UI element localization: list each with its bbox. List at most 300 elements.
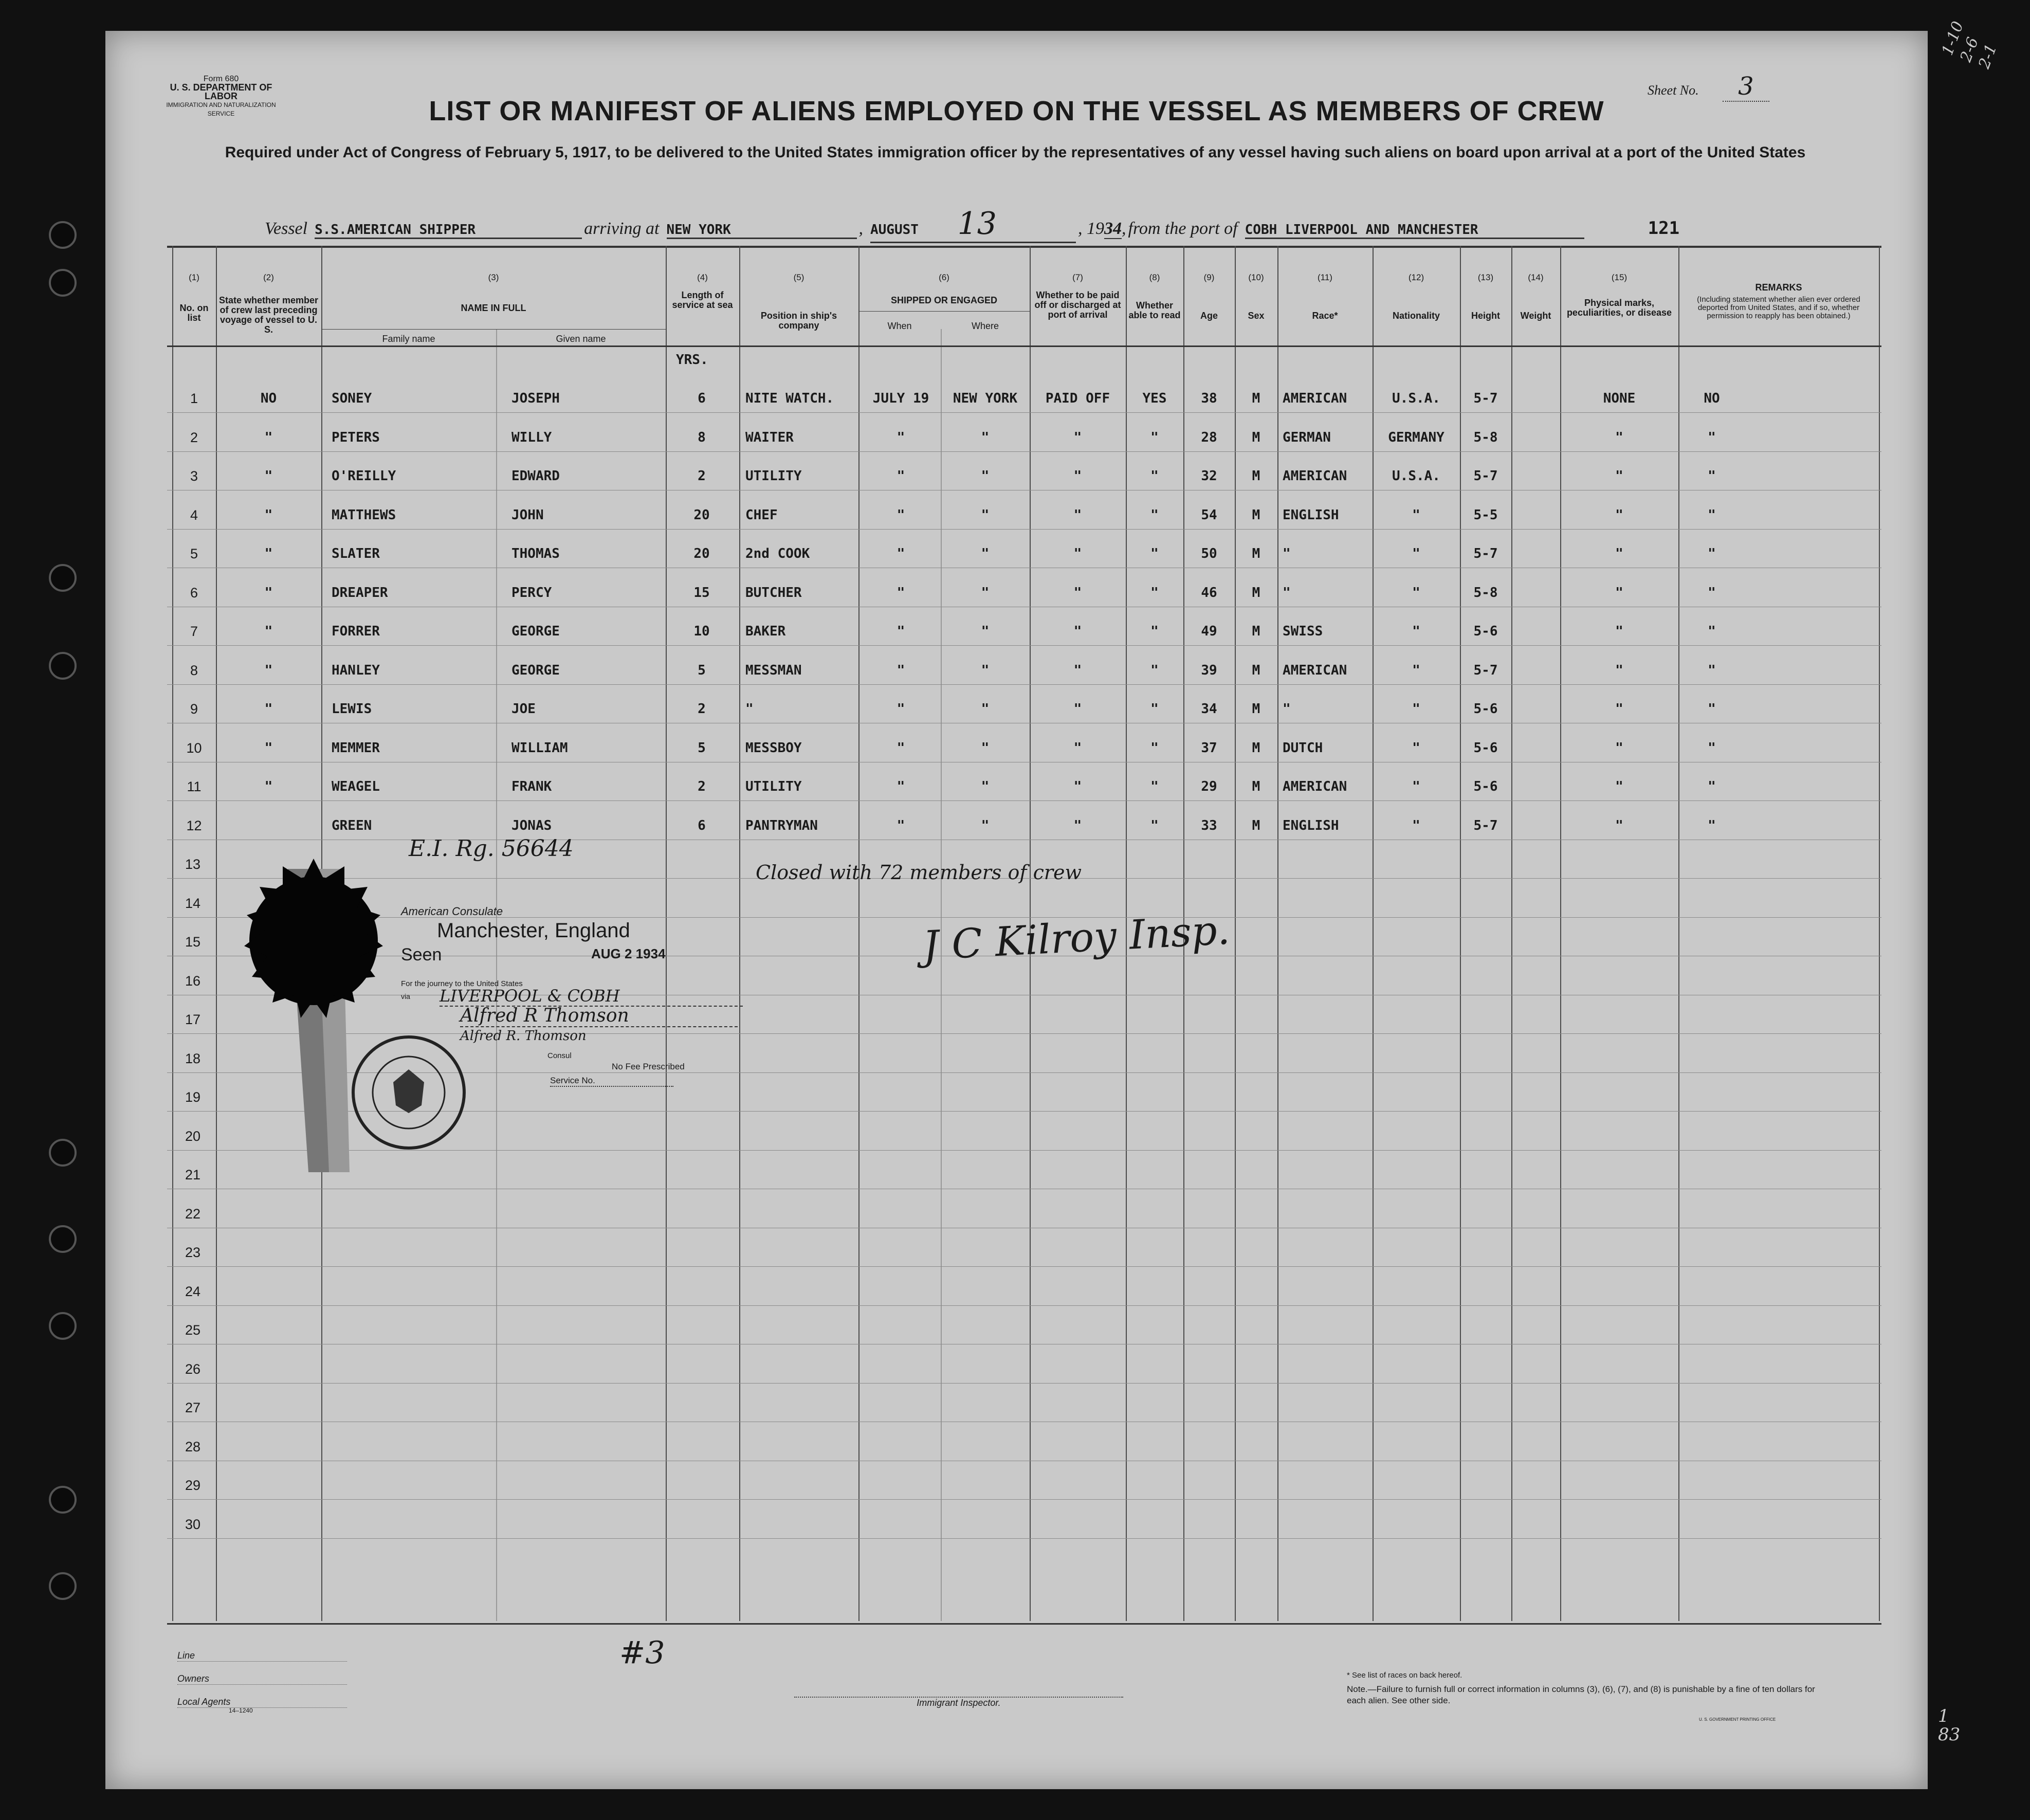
cell-paid: " [1073, 662, 1082, 678]
cell-height: 5-7 [1473, 391, 1498, 406]
cell-no: 9 [190, 701, 198, 717]
cell-remarks: " [1708, 701, 1716, 717]
arrival-date: AUGUST 13 [870, 206, 1076, 243]
cell-given: GEORGE [511, 662, 560, 678]
cell-service: 20 [693, 507, 710, 523]
row-rule [167, 1266, 1881, 1267]
sheet-number: Sheet No. 3 [1648, 72, 1769, 101]
cell-sex: M [1252, 740, 1260, 756]
cell-paid: " [1073, 740, 1082, 756]
cell-remarks: " [1708, 468, 1716, 484]
cell-sex: M [1252, 585, 1260, 600]
empty-row-number: 20 [185, 1128, 201, 1144]
empty-row-number: 15 [185, 934, 201, 950]
form-identifier: Form 680 U. S. DEPARTMENT OF LABOR IMMIGRATION AND NATURALIZATION SERVICE [166, 75, 276, 117]
empty-row-number: 14 [185, 895, 201, 911]
cell-when: JULY 19 [872, 391, 929, 406]
column-header-position: Position in ship's company [760, 311, 837, 331]
cell-race: AMERICAN [1283, 779, 1347, 794]
cell-where: " [981, 585, 990, 600]
cell-when: " [897, 701, 905, 717]
cell-no: 8 [190, 662, 198, 678]
cell-no: 6 [190, 585, 198, 600]
column-header-remarks: REMARKS [1755, 282, 1802, 293]
cell-race: AMERICAN [1283, 391, 1347, 406]
cell-age: 29 [1201, 779, 1217, 794]
cell-nationality: " [1412, 507, 1420, 523]
row-rule [167, 412, 1881, 413]
cell-age: 50 [1201, 546, 1217, 561]
column-number: (13) [1477, 272, 1494, 282]
cell-read: " [1150, 662, 1159, 678]
cell-remarks: " [1708, 546, 1716, 561]
cell-no: 11 [187, 779, 202, 794]
cell-sex: M [1252, 662, 1260, 678]
cell-prev: " [264, 779, 273, 794]
cell-position: PANTRYMAN [745, 817, 818, 833]
column-header-name: NAME IN FULL [461, 303, 526, 313]
cell-remarks: " [1708, 429, 1716, 445]
cell-marks: " [1615, 429, 1623, 445]
column-header-given-name: Given name [556, 334, 606, 344]
cell-height: 5-7 [1473, 468, 1498, 484]
cell-age: 34 [1201, 701, 1217, 717]
empty-row-number: 29 [185, 1478, 201, 1493]
cell-prev: " [264, 740, 273, 756]
cell-height: 5-6 [1473, 701, 1498, 717]
cell-service: 5 [698, 662, 706, 678]
column-header-able-to-read: Whether able to read [1128, 300, 1181, 320]
column-number: (14) [1528, 272, 1544, 282]
cell-sex: M [1252, 546, 1260, 561]
cell-prev: " [264, 624, 273, 639]
cell-service: 8 [698, 429, 706, 445]
cell-service: 2 [698, 468, 706, 484]
column-header-height: Height [1471, 311, 1500, 321]
cell-race: DUTCH [1283, 740, 1323, 756]
cell-sex: M [1252, 429, 1260, 445]
stamp-date: AUG 2 1934 [591, 946, 666, 961]
cell-age: 49 [1201, 624, 1217, 639]
footer-owners: Owners [177, 1673, 347, 1685]
column-number: (5) [793, 272, 804, 282]
cell-family: WEAGEL [332, 779, 380, 794]
cell-age: 28 [1201, 429, 1217, 445]
cell-family: LEWIS [332, 701, 372, 717]
cell-age: 32 [1201, 468, 1217, 484]
empty-row-number: 24 [185, 1283, 201, 1299]
cell-where: " [981, 662, 990, 678]
column-header-race: Race* [1312, 311, 1338, 321]
cell-marks: " [1615, 779, 1623, 794]
cell-when: " [897, 624, 905, 639]
footer-local-agents: Local Agents [177, 1697, 347, 1708]
stamp-city: Manchester, England [437, 919, 630, 942]
cell-remarks: " [1708, 779, 1716, 794]
stamp-via-label: via [401, 992, 410, 1000]
cell-height: 5-7 [1473, 662, 1498, 678]
cell-no: 7 [190, 624, 198, 639]
column-number: (12) [1408, 272, 1424, 282]
cell-family: PETERS [332, 429, 380, 445]
cell-when: " [897, 507, 905, 523]
footer-inspector-line: Immigrant Inspector. [794, 1697, 1123, 1708]
cell-family: SONEY [332, 391, 372, 406]
cell-family: GREEN [332, 817, 372, 833]
column-header-age: Age [1200, 311, 1218, 321]
cell-service: 2 [698, 701, 706, 717]
cell-service: 20 [693, 546, 710, 561]
cell-age: 46 [1201, 585, 1217, 600]
column-number: (1) [189, 272, 199, 282]
cell-paid: " [1073, 779, 1082, 794]
cell-where: " [981, 429, 990, 445]
cell-nationality: " [1412, 662, 1420, 678]
cell-given: JONAS [511, 817, 552, 833]
cell-marks: NONE [1603, 391, 1636, 406]
cell-remarks: " [1708, 817, 1716, 833]
cell-read: " [1150, 468, 1159, 484]
margin-note-top: 1-10 2-6 2-1 [1938, 19, 2001, 71]
stamp-consul: Consul [547, 1051, 572, 1060]
consulate-seal [350, 1033, 468, 1152]
stamp-journey: For the journey to the United States [401, 979, 523, 988]
cell-read: " [1150, 740, 1159, 756]
cell-position: 2nd COOK [745, 546, 810, 561]
cell-family: O'REILLY [332, 468, 396, 484]
empty-row-number: 27 [185, 1400, 201, 1415]
cell-height: 5-6 [1473, 624, 1498, 639]
empty-row-number: 18 [185, 1050, 201, 1066]
cell-no: 10 [186, 740, 202, 756]
cell-read: " [1150, 624, 1159, 639]
cell-marks: " [1615, 546, 1623, 561]
column-header-physical-marks: Physical marks, peculiarities, or disease [1566, 298, 1672, 318]
page-number: 121 [1648, 218, 1680, 239]
cell-given: JOE [511, 701, 536, 717]
cell-nationality: " [1412, 779, 1420, 794]
cell-age: 38 [1201, 391, 1217, 406]
cell-race: SWISS [1283, 624, 1323, 639]
column-header-number: No. on list [179, 303, 209, 323]
cell-sex: M [1252, 391, 1260, 406]
cell-race: " [1283, 701, 1291, 717]
stamp-service-no: Service No. [550, 1076, 673, 1087]
cell-where: " [981, 817, 990, 833]
cell-given: JOSEPH [511, 391, 560, 406]
cell-sex: M [1252, 507, 1260, 523]
cell-when: " [897, 662, 905, 678]
consul-name: Alfred R. Thomson [460, 1028, 587, 1044]
empty-row-number: 19 [185, 1089, 201, 1105]
cell-service: 15 [693, 585, 710, 600]
row-rule [167, 451, 1881, 452]
empty-row-number: 13 [185, 857, 201, 872]
cell-marks: " [1615, 507, 1623, 523]
empty-row-number: 21 [185, 1167, 201, 1182]
cell-where: " [981, 507, 990, 523]
ei-registry-note: E.I. Rg. 56644 [409, 835, 574, 862]
column-header-when: When [887, 321, 912, 331]
column-header-length-of-service: Length of service at sea [672, 290, 733, 310]
cell-remarks: " [1708, 624, 1716, 639]
empty-row-number: 22 [185, 1206, 201, 1222]
cell-position: MESSBOY [745, 740, 802, 756]
cell-given: JOHN [511, 507, 544, 523]
cell-marks: " [1615, 817, 1623, 833]
row-rule [167, 529, 1881, 530]
cell-paid: " [1073, 507, 1082, 523]
cell-marks: " [1615, 468, 1623, 484]
column-number: (9) [1203, 272, 1215, 282]
vessel-line: Vessel S.S.AMERICAN SHIPPER arriving at NEW YORK , AUGUST 13 , 1934, from the port of COBH LIVERPOOL AND MANCHESTER 121 [265, 206, 1910, 236]
empty-row-number: 30 [185, 1516, 201, 1532]
cell-read: YES [1142, 391, 1167, 406]
cell-paid: " [1073, 817, 1082, 833]
cell-when: " [897, 585, 905, 600]
cell-when: " [897, 779, 905, 794]
cell-prev: " [264, 701, 273, 717]
cell-position: MESSMAN [745, 662, 802, 678]
cell-paid: " [1073, 585, 1082, 600]
cell-nationality: " [1412, 624, 1420, 639]
cell-position: CHEF [745, 507, 778, 523]
cell-nationality: " [1412, 585, 1420, 600]
cell-where: " [981, 468, 990, 484]
cell-marks: " [1615, 624, 1623, 639]
cell-nationality: " [1412, 701, 1420, 717]
cell-race: AMERICAN [1283, 468, 1347, 484]
cell-read: " [1150, 507, 1159, 523]
cell-prev: " [264, 507, 273, 523]
cell-given: GEORGE [511, 624, 560, 639]
cell-position: BAKER [745, 624, 786, 639]
cell-when: " [897, 468, 905, 484]
cell-height: 5-8 [1473, 429, 1498, 445]
stamp-no-fee: No Fee Prescribed [612, 1062, 685, 1071]
vessel-name: S.S.AMERICAN SHIPPER [315, 222, 582, 239]
binder-hole [49, 1486, 77, 1514]
cell-marks: " [1615, 701, 1623, 717]
cell-height: 5-8 [1473, 585, 1498, 600]
cell-when: " [897, 429, 905, 445]
cell-height: 5-7 [1473, 817, 1498, 833]
cell-read: " [1150, 429, 1159, 445]
binder-hole [49, 1139, 77, 1167]
cell-prev: " [264, 429, 273, 445]
consul-signature: Alfred R Thomson [460, 1005, 738, 1027]
cell-race: AMERICAN [1283, 662, 1347, 678]
cell-service: 6 [698, 391, 706, 406]
cell-no: 5 [190, 546, 198, 561]
departure-port: COBH LIVERPOOL AND MANCHESTER [1245, 222, 1584, 239]
cell-read: " [1150, 585, 1159, 600]
cell-service: 10 [693, 624, 710, 639]
cell-service: 6 [698, 817, 706, 833]
cell-family: SLATER [332, 546, 380, 561]
cell-nationality: " [1412, 817, 1420, 833]
cell-nationality: " [1412, 740, 1420, 756]
footer-note: Note.—Failure to furnish full or correct information in columns (3), (6), (7), and (8) is punishable by a fine of ten dollars for each alien. See other side. [1347, 1684, 1815, 1705]
stamp-via: LIVERPOOL & COBH [440, 986, 743, 1007]
stamp-consulate: American Consulate [401, 905, 503, 918]
cell-position: WAITER [745, 429, 794, 445]
cell-when: " [897, 546, 905, 561]
column-header-sex: Sex [1248, 311, 1265, 321]
cell-height: 5-5 [1473, 507, 1498, 523]
cell-position: UTILITY [745, 468, 802, 484]
column-header-weight: Weight [1520, 311, 1551, 321]
footer-printer: U. S. GOVERNMENT PRINTING OFFICE [1699, 1717, 1776, 1722]
cell-remarks: " [1708, 662, 1716, 678]
cell-height: 5-7 [1473, 546, 1498, 561]
cell-where: " [981, 624, 990, 639]
cell-race: GERMAN [1283, 429, 1331, 445]
cell-given: WILLY [511, 429, 552, 445]
cell-given: WILLIAM [511, 740, 568, 756]
cell-where: " [981, 701, 990, 717]
cell-family: HANLEY [332, 662, 380, 678]
cell-no: 1 [190, 391, 198, 406]
cell-prev: " [264, 468, 273, 484]
margin-note-bottom: 1 83 [1938, 1706, 1961, 1745]
cell-family: FORRER [332, 624, 380, 639]
cell-height: 5-6 [1473, 779, 1498, 794]
cell-no: 3 [190, 468, 198, 484]
column-header-paid-off: Whether to be paid off or discharged at port of arrival [1034, 290, 1121, 320]
cell-paid: " [1073, 429, 1082, 445]
row-rule [167, 1538, 1881, 1539]
cell-marks: " [1615, 662, 1623, 678]
cell-family: MATTHEWS [332, 507, 396, 523]
column-number: (15) [1611, 272, 1627, 282]
cell-remarks: " [1708, 585, 1716, 600]
cell-no: 2 [190, 429, 198, 445]
column-header-remarks-note: (Including statement whether alien ever ordered deported from United States, and if so, whether permission to reapply has been obtained.) [1697, 295, 1860, 320]
stamp-seen: Seen [401, 945, 442, 964]
cell-paid: " [1073, 546, 1082, 561]
column-number: (2) [263, 272, 274, 282]
empty-row-number: 16 [185, 973, 201, 989]
cell-position: NITE WATCH. [745, 391, 834, 406]
cell-age: 54 [1201, 507, 1217, 523]
column-number: (10) [1248, 272, 1264, 282]
cell-sex: M [1252, 624, 1260, 639]
binder-hole [49, 269, 77, 297]
cell-given: THOMAS [511, 546, 560, 561]
empty-row-number: 23 [185, 1245, 201, 1260]
cell-where: NEW YORK [953, 391, 1018, 406]
cell-sex: M [1252, 817, 1260, 833]
cell-read: " [1150, 701, 1159, 717]
column-number: (3) [488, 272, 499, 282]
cell-sex: M [1252, 701, 1260, 717]
empty-row-number: 17 [185, 1012, 201, 1027]
cell-when: " [897, 817, 905, 833]
row-rule [167, 1499, 1881, 1500]
footer-form-code: 14–1240 [229, 1707, 253, 1714]
inspector-signature: J C Kilroy Insp. [922, 907, 1231, 970]
column-header-where: Where [971, 321, 999, 331]
cell-age: 39 [1201, 662, 1217, 678]
cell-read: " [1150, 546, 1159, 561]
cell-given: PERCY [511, 585, 552, 600]
cell-read: " [1150, 817, 1159, 833]
column-number: (11) [1318, 272, 1332, 282]
cell-where: " [981, 546, 990, 561]
cell-service: 2 [698, 779, 706, 794]
cell-paid: " [1073, 468, 1082, 484]
cell-nationality: GERMANY [1388, 429, 1444, 445]
cell-family: MEMMER [332, 740, 380, 756]
cell-read: " [1150, 779, 1159, 794]
empty-row-number: 28 [185, 1439, 201, 1454]
column-number: (8) [1149, 272, 1160, 282]
column-header-nationality: Nationality [1392, 311, 1440, 321]
cell-nationality: U.S.A. [1392, 468, 1440, 484]
binder-hole [49, 1312, 77, 1340]
row-rule [167, 1305, 1881, 1306]
cell-when: " [897, 740, 905, 756]
cell-given: EDWARD [511, 468, 560, 484]
column-number: (6) [939, 272, 949, 282]
footer-see-list: * See list of races on back hereof. [1347, 1671, 1462, 1680]
binder-hole [49, 652, 77, 680]
empty-row-number: 26 [185, 1361, 201, 1377]
cell-paid: " [1073, 624, 1082, 639]
cell-marks: " [1615, 740, 1623, 756]
cell-nationality: " [1412, 546, 1420, 561]
footer-line: Line [177, 1650, 347, 1662]
row-rule [167, 684, 1881, 685]
cell-remarks: " [1708, 507, 1716, 523]
cell-remarks: NO [1704, 391, 1720, 406]
binder-hole [49, 564, 77, 592]
row-rule [167, 645, 1881, 646]
cell-marks: " [1615, 585, 1623, 600]
page-title: LIST OR MANIFEST OF ALIENS EMPLOYED ON THE VESSEL AS MEMBERS OF CREW [429, 96, 1604, 126]
column-header-shipped-engaged: SHIPPED OR ENGAGED [890, 295, 998, 305]
binder-hole [49, 221, 77, 249]
arrival-port: NEW YORK [667, 222, 857, 239]
binder-hole [49, 1225, 77, 1253]
page-subtitle: Required under Act of Congress of February 5, 1917, to be delivered to the United States immigration officer by the representatives of any vessel having such aliens on board upon arrival at a port of the United States [225, 144, 1806, 161]
cell-race: " [1283, 585, 1291, 600]
years-unit-label: YRS. [676, 352, 708, 368]
cell-paid: " [1073, 701, 1082, 717]
cell-where: " [981, 740, 990, 756]
cell-nationality: U.S.A. [1392, 391, 1440, 406]
cell-where: " [981, 779, 990, 794]
arrival-year: 34 [1104, 219, 1122, 238]
cell-age: 33 [1201, 817, 1217, 833]
cell-prev: NO [260, 391, 277, 406]
sheet-mark: #3 [619, 1635, 665, 1671]
cell-sex: M [1252, 779, 1260, 794]
binder-hole [49, 1572, 77, 1600]
cell-paid: PAID OFF [1045, 391, 1110, 406]
cell-sex: M [1252, 468, 1260, 484]
cell-prev: " [264, 546, 273, 561]
cell-prev: " [264, 585, 273, 600]
cell-race: ENGLISH [1283, 507, 1339, 523]
column-header-family-name: Family name [382, 334, 435, 344]
cell-prev: " [264, 662, 273, 678]
column-number: (7) [1072, 272, 1083, 282]
cell-no: 4 [190, 507, 198, 523]
cell-service: 5 [698, 740, 706, 756]
cell-position: UTILITY [745, 779, 802, 794]
